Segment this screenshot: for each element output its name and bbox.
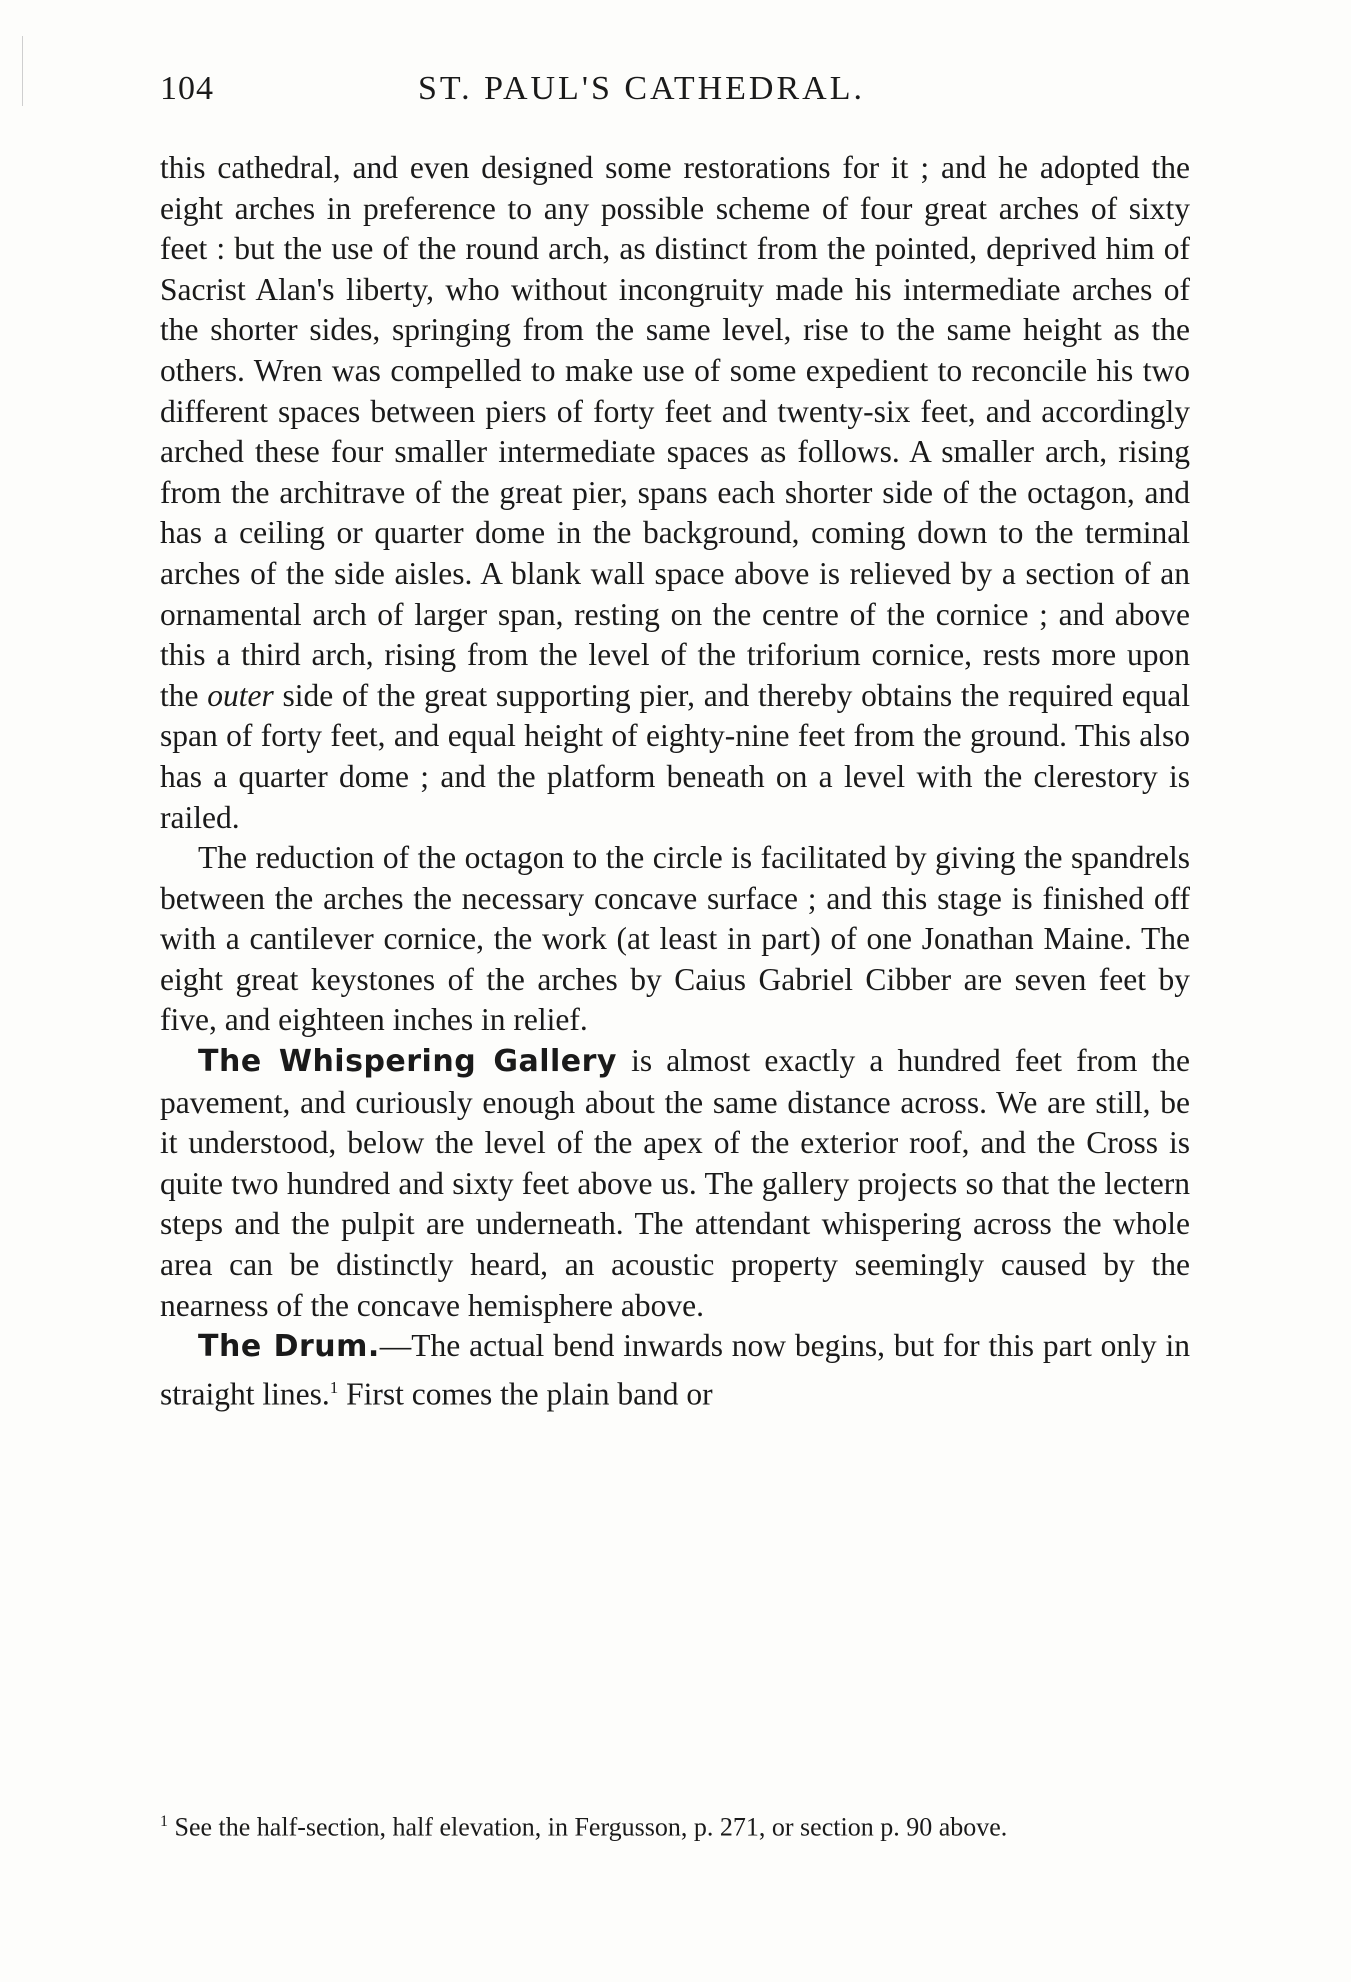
paragraph-1 [160,148,1190,838]
paragraph-whispering-gallery [160,1041,1190,1326]
margin-mark [22,36,23,106]
footnote-mark: 1 [160,1813,168,1830]
section-head-whispering-gallery: The Whispering Gallery [198,1044,617,1080]
paragraph-4-part-a: —The actual bend inwards now begins, but for this part only in straight lines. [160,1328,1190,1412]
paragraph-2: The reduction of the octagon to the circle is facilitated by giving the spandrels between the arches the necessary concave surface ; and this stage is finished off with a cantilever cornice, the work (at least in part) of one Jonathan Maine. The eight great keystones of the arches by Caius Gabriel Cibber are seven feet by five, and eighteen inches in relief. [160,840,1190,1038]
body-text [160,148,1190,1415]
page-header [160,70,1190,116]
paragraph-1-part-a: this cathedral, and even designed some restorations for it ; and he adopted the eight arches in preference to any possible scheme of four great arches of sixty feet : but the use of the round arch, as distinct from the pointed, deprived him of Sacrist Alan's liberty, who without incongruity made his intermediate arches of the shorter sides, springing from the same level, rise to the same height as the others. Wren was compelled to make use of some expedient to reconcile his two different spaces between piers of forty feet and twenty-six feet, and accordingly arched these four smaller intermediate spaces as follows. A smaller arch, rising from the architrave of the great pier, spans each shorter side of the octagon, and has a ceiling or quarter dome in the background, coming down to the terminal arches of the side aisles. A blank wall space above is relieved by a section of an ornamental arch of larger span, resting on the centre of the cornice ; and above this a third arch, rising from the level of the triforium cornice, rests more upon the [160,150,1190,713]
footnote [160,1805,1190,1844]
running-title: ST. PAUL'S CATHEDRAL. [418,70,865,107]
footnote-reference: 1 [329,1377,339,1397]
paragraph-3-text: is almost exactly a hundred feet from the pavement, and curiously enough about the same distance across. We are still, be it understood, below the level of the apex of the exterior roof, and the Cross is quite two hundred and sixty feet above us. The gallery projects so that the lectern steps and the pulpit are underneath. The attendant whispering across the whole area can be distinctly heard, an acoustic property seemingly caused by the nearness of the concave hemisphere above. [160,1043,1191,1323]
emphasis-outer: outer [207,677,274,713]
section-head-drum: The Drum. [198,1329,380,1365]
paragraph-1-part-b: side of the great supporting pier, and thereby obtains the required equal span of forty feet, and equal height of eighty-nine feet from the ground. This also has a quarter dome ; and the platform beneath on a level with the clerestory is railed. [160,677,1191,835]
paragraph-drum [160,1326,1190,1415]
footnote-text: See the half-section, half elevation, in Fergusson, p. 271, or section p. 90 above. [174,1812,1008,1842]
paragraph-4-part-b: First comes the plain band or [338,1376,713,1412]
page-number: 104 [160,70,214,107]
